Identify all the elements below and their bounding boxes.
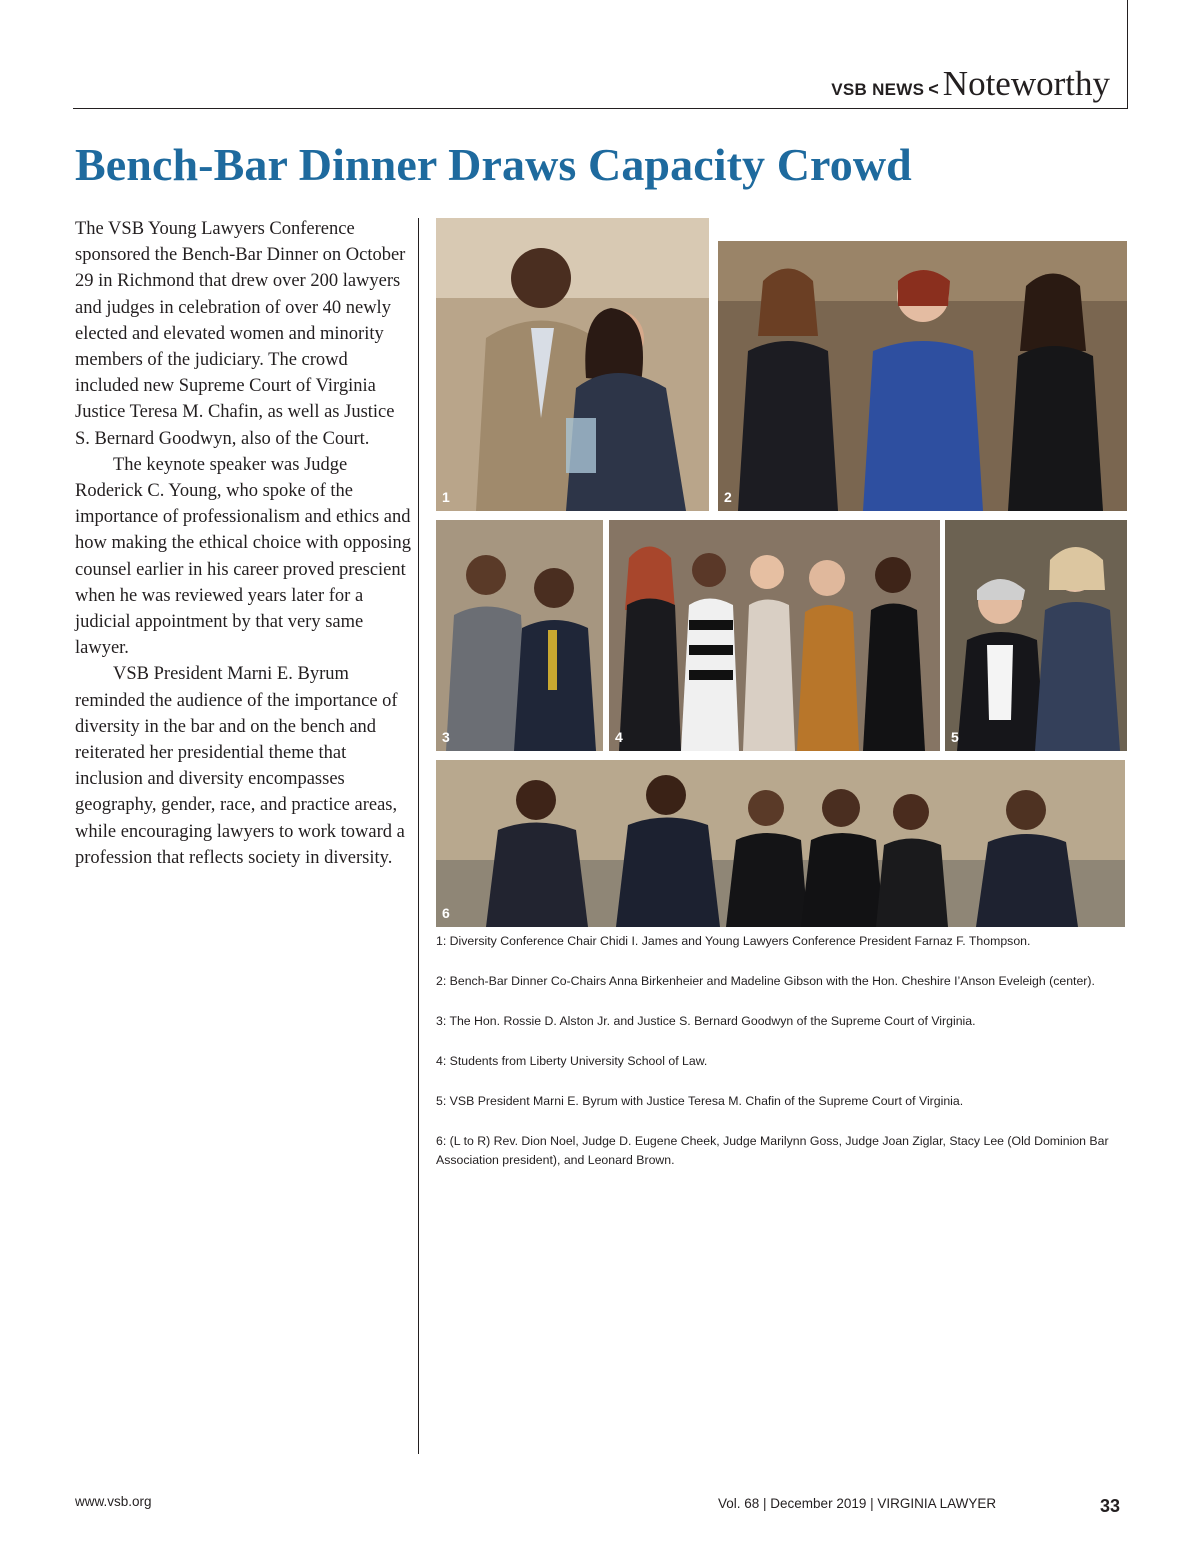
photo-number: 5 <box>951 729 959 745</box>
photo-caption: 2: Bench-Bar Dinner Co-Chairs Anna Birkenheier and Madeline Gibson with the Hon. Cheshire I’Anson Eveleigh (center). <box>436 974 1095 988</box>
header-separator: < <box>928 79 939 99</box>
photo-number: 4 <box>615 729 623 745</box>
photo-6 <box>436 760 1125 927</box>
header-section-label: VSB NEWS <box>831 80 925 99</box>
photo-number: 6 <box>442 905 450 921</box>
article-body <box>75 216 411 871</box>
photo-1 <box>436 218 709 511</box>
photo-captions <box>436 932 1136 1191</box>
photo-caption: 5: VSB President Marni E. Byrum with Justice Teresa M. Chafin of the Supreme Court of Virginia. <box>436 1094 964 1108</box>
photo-4 <box>609 520 940 751</box>
photo-3 <box>436 520 603 751</box>
photo-number: 3 <box>442 729 450 745</box>
photo-caption: 1: Diversity Conference Chair Chidi I. James and Young Lawyers Conference President Farnaz F. Thompson. <box>436 934 1031 948</box>
photo-number: 1 <box>442 489 450 505</box>
photo-number: 2 <box>724 489 732 505</box>
photo-5-image <box>945 520 1127 751</box>
photo-caption: 6: (L to R) Rev. Dion Noel, Judge D. Eugene Cheek, Judge Marilynn Goss, Judge Joan Ziglar, Stacy Lee (Old Dominion Bar Association president), and Leonard Brown. <box>436 1134 1109 1167</box>
running-header <box>831 64 1110 104</box>
photo-2-image <box>718 241 1127 511</box>
header-rule <box>73 108 1128 109</box>
photo-caption: 4: Students from Liberty University School of Law. <box>436 1054 708 1068</box>
article-paragraph: VSB President Marni E. Byrum reminded the audience of the importance of diversity in the bar and on the bench and reiterated her presidential theme that inclusion and diversity encompasses geography, gender, race, and practice areas, while encouraging lawyers to work toward a profession that reflects society in diversity. <box>75 664 405 868</box>
photo-5 <box>945 520 1127 751</box>
article-paragraph: The VSB Young Lawyers Conference sponsored the Bench-Bar Dinner on October 29 in Richmond that drew over 200 lawyers and judges in celebration of over 40 newly elected and elevated women and minority members of the judiciary. The crowd included new Supreme Court of Virginia Justice Teresa M. Chafin, as well as Justice S. Bernard Goodwyn, also of the Court. <box>75 219 406 449</box>
photo-1-image <box>436 218 709 511</box>
footer-issue-info: Vol. 68 | December 2019 | VIRGINIA LAWYER <box>718 1496 997 1511</box>
page-number: 33 <box>1100 1496 1121 1516</box>
article-paragraph: The keynote speaker was Judge Roderick C. Young, who spoke of the importance of professionalism and ethics and how making the ethical choice with opposing counsel earlier in his career proved prescient when he was reviewed years later for a judicial appointment by that very same lawyer. <box>75 454 412 659</box>
footer-website-link[interactable]: www.vsb.org <box>75 1494 152 1509</box>
column-rule <box>418 218 419 1454</box>
header-vertical-rule <box>1127 0 1128 109</box>
photo-3-image <box>436 520 603 751</box>
photo-caption: 3: The Hon. Rossie D. Alston Jr. and Justice S. Bernard Goodwyn of the Supreme Court of Virginia. <box>436 1014 976 1028</box>
photo-4-image <box>609 520 940 751</box>
header-department-label: Noteworthy <box>942 64 1110 103</box>
photo-6-image <box>436 760 1125 927</box>
photo-2 <box>718 241 1127 511</box>
article-title: Bench-Bar Dinner Draws Capacity Crowd <box>75 139 912 190</box>
